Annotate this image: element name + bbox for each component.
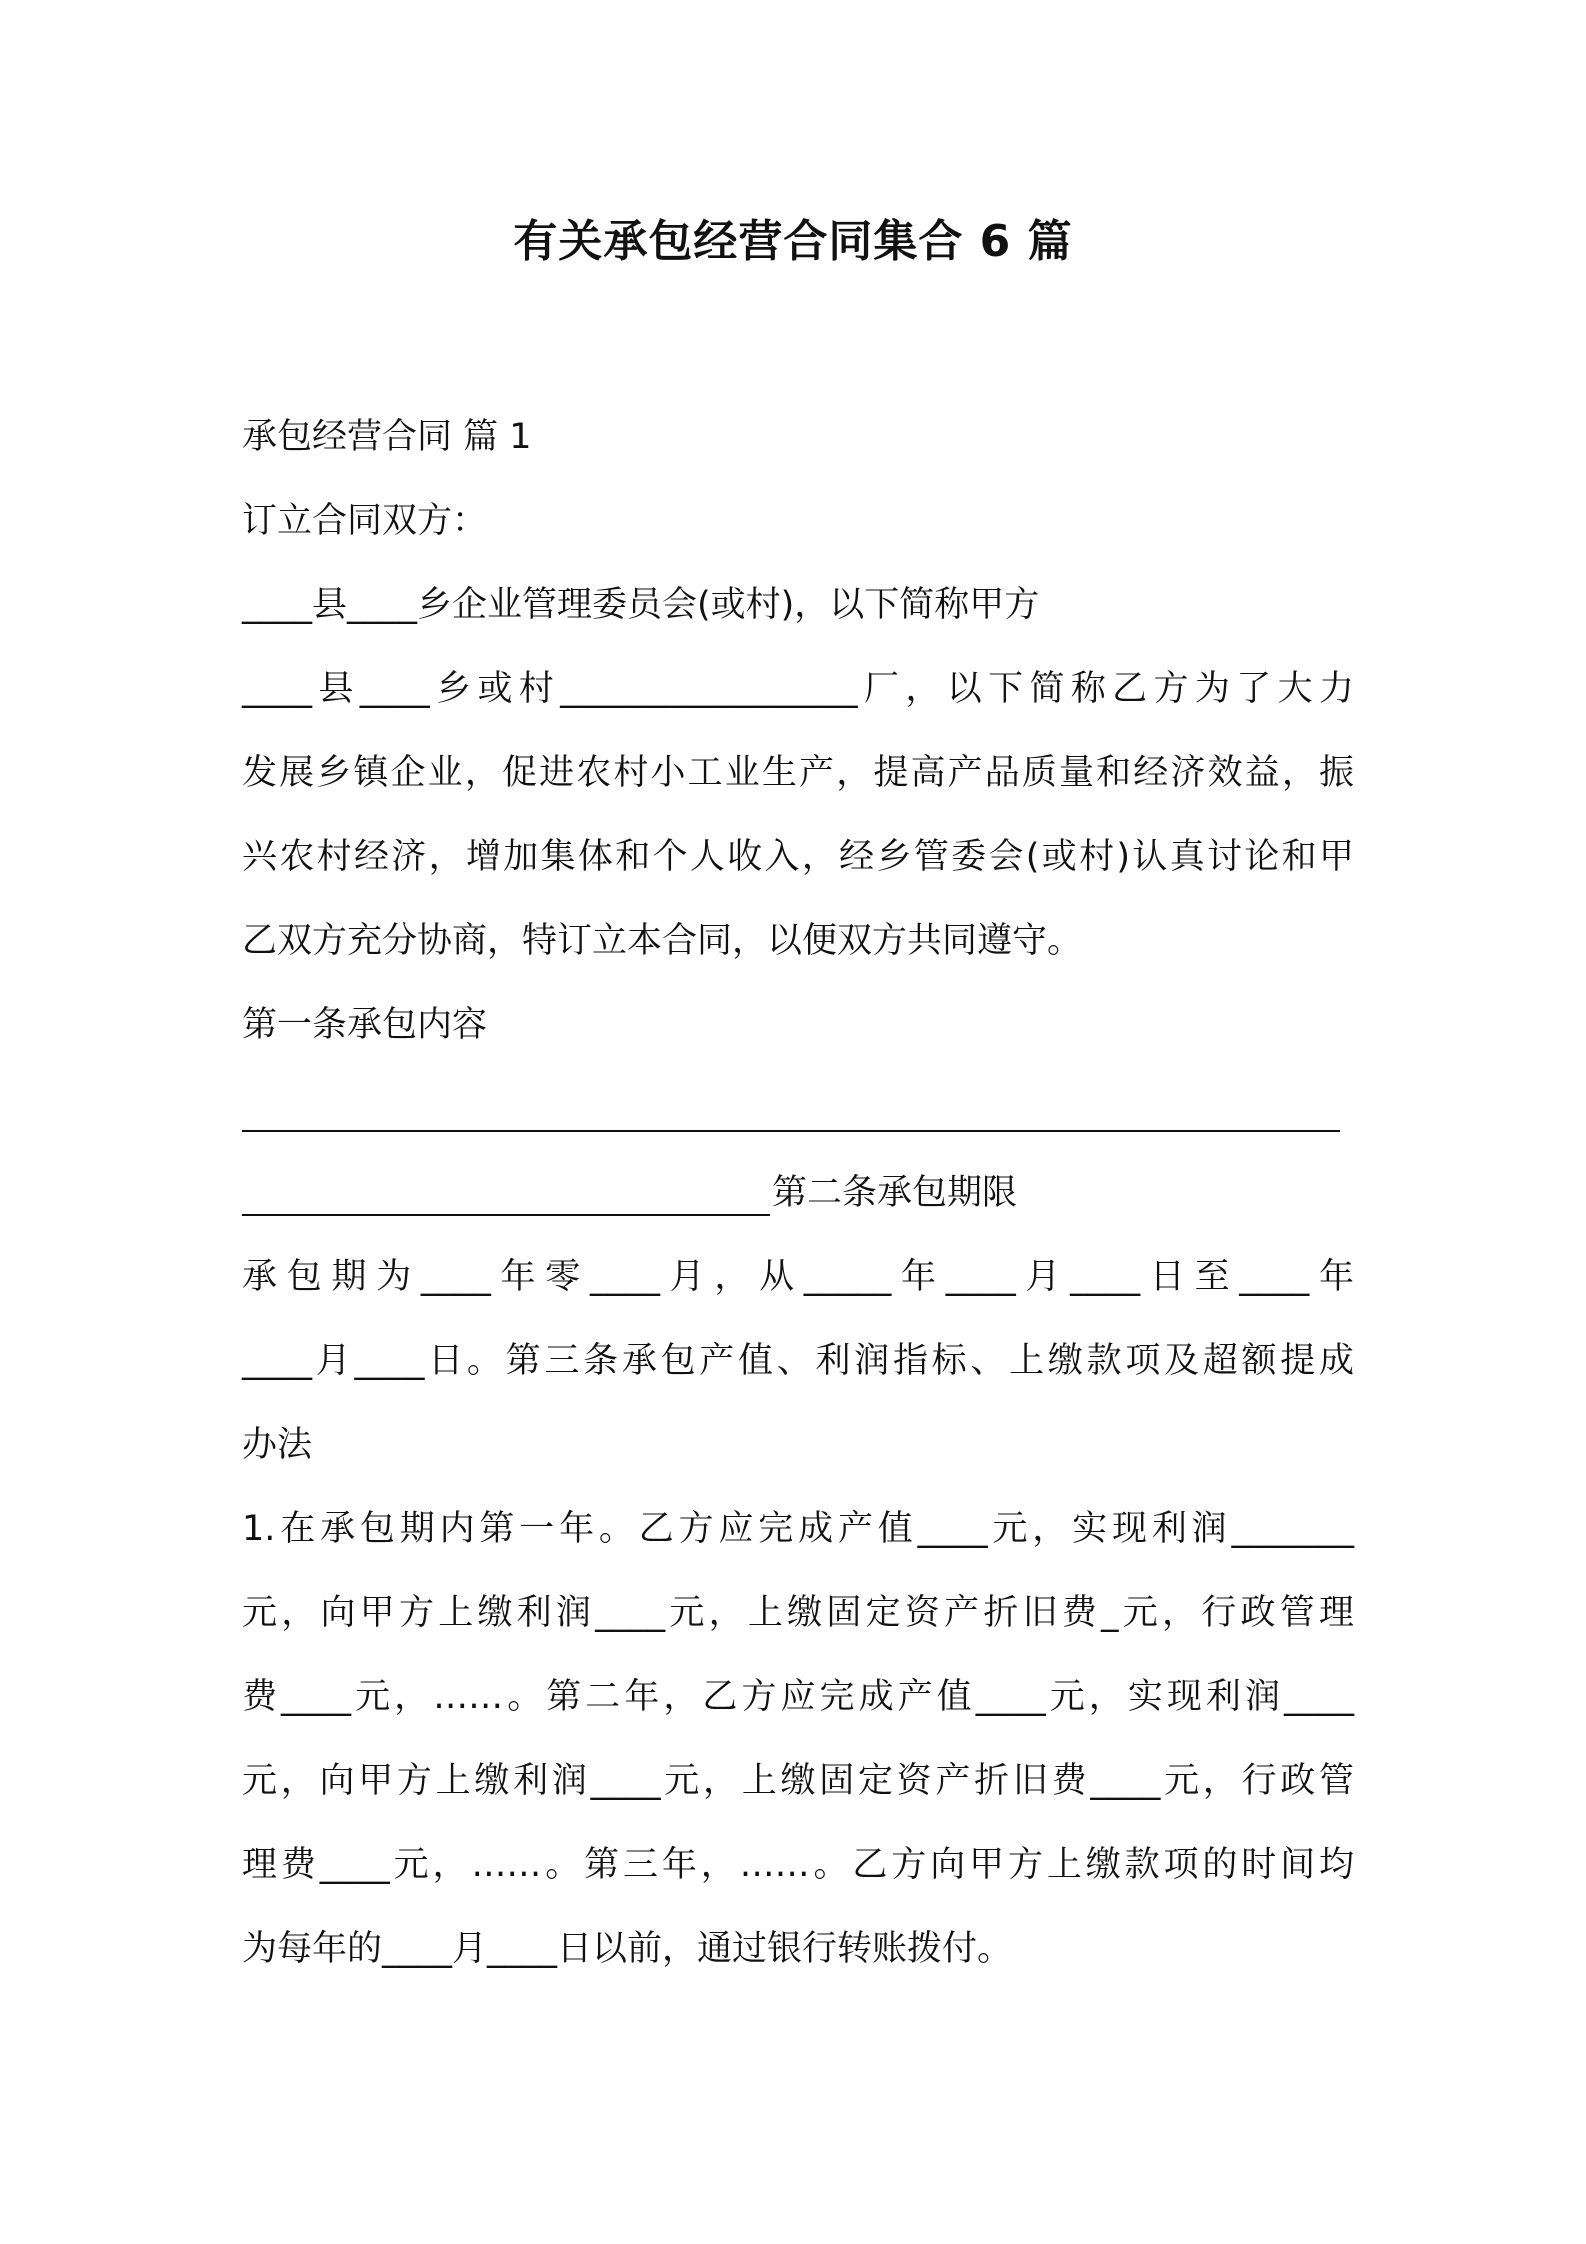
paragraph-line: 承包期为____年零____月，从_____年____月____日至____年	[242, 1257, 1354, 1297]
paragraph-line: ____县____乡企业管理委员会(或村)，以下简称甲方	[242, 585, 1040, 625]
fill-in-blank-line	[242, 1214, 770, 1216]
document-title: 有关承包经营合同集合 6 篇	[513, 216, 1073, 267]
paragraph-line: 订立合同双方：	[242, 501, 488, 541]
paragraph-line: 元，向甲方上缴利润____元，上缴固定资产折旧费_元，行政管理	[242, 1593, 1354, 1633]
section-heading: 承包经营合同 篇 1	[242, 417, 532, 457]
paragraph-line: 元，向甲方上缴利润____元，上缴固定资产折旧费____元，行政管	[242, 1761, 1354, 1801]
paragraph-line: 为每年的____月____日以前，通过银行转账拨付。	[242, 1929, 1013, 1969]
paragraph-line: 发展乡镇企业，促进农村小工业生产，提高产品质量和经济效益，振	[242, 753, 1354, 793]
paragraph-line: 兴农村经济，增加集体和个人收入，经乡管委会(或村)认真讨论和甲	[242, 837, 1354, 877]
paragraph-line: 理费____元，……。第三年，……。乙方向甲方上缴款项的时间均	[242, 1845, 1354, 1885]
article-heading: 第一条承包内容	[242, 1005, 488, 1045]
paragraph-line: 1.在承包期内第一年。乙方应完成产值____元，实现利润_______	[242, 1509, 1354, 1549]
fill-in-blank-line	[242, 1130, 1340, 1132]
paragraph-line: ____县____乡或村_________________厂，以下简称乙方为了大力	[242, 669, 1354, 709]
paragraph-line: 办法	[242, 1425, 313, 1465]
paragraph-line: 费____元，……。第二年，乙方应完成产值____元，实现利润____	[242, 1677, 1354, 1717]
paragraph-line: 乙双方充分协商，特订立本合同，以便双方共同遵守。	[242, 921, 1083, 961]
paragraph-line: ____月____日。第三条承包产值、利润指标、上缴款项及超额提成	[242, 1341, 1354, 1381]
article-heading: 第二条承包期限	[772, 1173, 1018, 1213]
